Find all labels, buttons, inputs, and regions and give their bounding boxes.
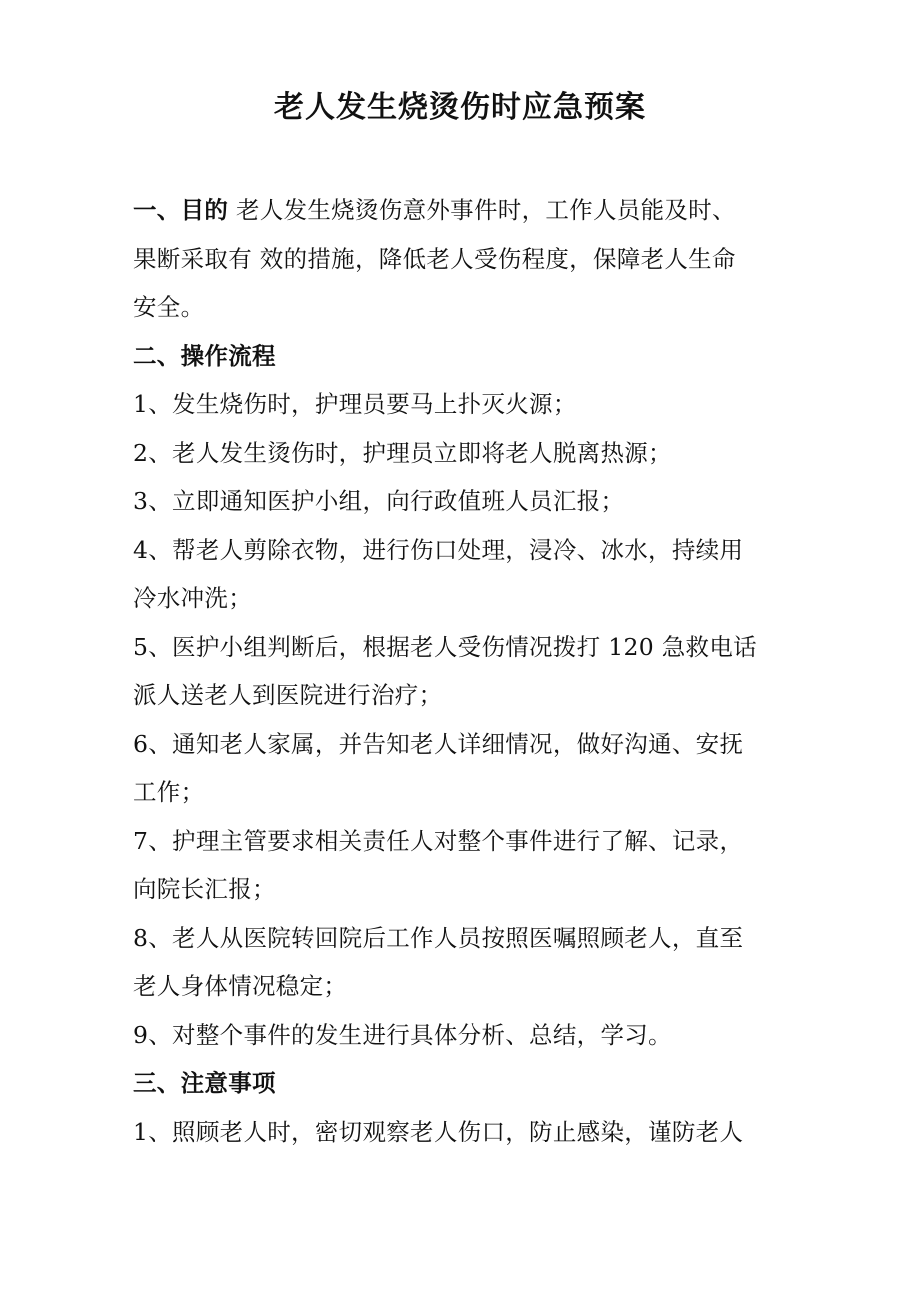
paragraph-line: 果断采取有 效的措施，降低老人受伤程度，保障老人生命 [133,244,736,273]
procedure-step-7: 7、护理主管要求相关责任人对整个事件进行了解、记录， [133,826,744,855]
procedure-step-9: 9、对整个事件的发生进行具体分析、总结，学习。 [133,1020,672,1049]
section-heading-notes: 三、注意事项 [133,1069,276,1097]
procedure-step-7-cont: 向院长汇报； [133,875,276,903]
document-body [133,186,793,1156]
procedure-step-3: 3、立即通知医护小组，向行政值班人员汇报； [133,487,625,515]
procedure-step-4-cont: 冷水冲洗； [133,584,252,612]
purpose-text: 老人发生烧烫伤意外事件时，工作人员能及时、 [228,196,736,224]
procedure-step-6-cont: 工作； [133,778,205,806]
procedure-step-8: 8、老人从医院转回院后工作人员按照医嘱照顾老人，直至 [133,923,744,952]
procedure-step-4: 4、帮老人剪除衣物，进行伤口处理，浸冷、冰水，持续用 [133,535,744,564]
procedure-step-1: 1、发生烧伤时，护理员要马上扑灭火源； [133,390,577,418]
procedure-step-8-cont: 老人身体情况稳定； [133,972,348,1000]
paragraph-line: 安全。 [133,293,205,321]
procedure-step-5: 5、医护小组判断后，根据老人受伤情况拨打 120 急救电话 [133,632,757,661]
section-heading-purpose: 一、目的 [133,196,229,224]
document-title: 老人发生烧烫伤时应急预案 [274,90,646,125]
procedure-step-2: 2、老人发生烫伤时，护理员立即将老人脱离热源； [133,438,672,467]
section-heading-procedure: 二、操作流程 [133,341,276,370]
notes-item-1: 1、照顾老人时，密切观察老人伤口，防止感染，谨防老人 [133,1117,744,1146]
procedure-step-5-cont: 派人送老人到医院进行治疗； [133,681,443,709]
section-purpose-line-1 [133,186,793,235]
procedure-step-6: 6、通知老人家属，并告知老人详细情况，做好沟通、安抚 [133,729,744,758]
